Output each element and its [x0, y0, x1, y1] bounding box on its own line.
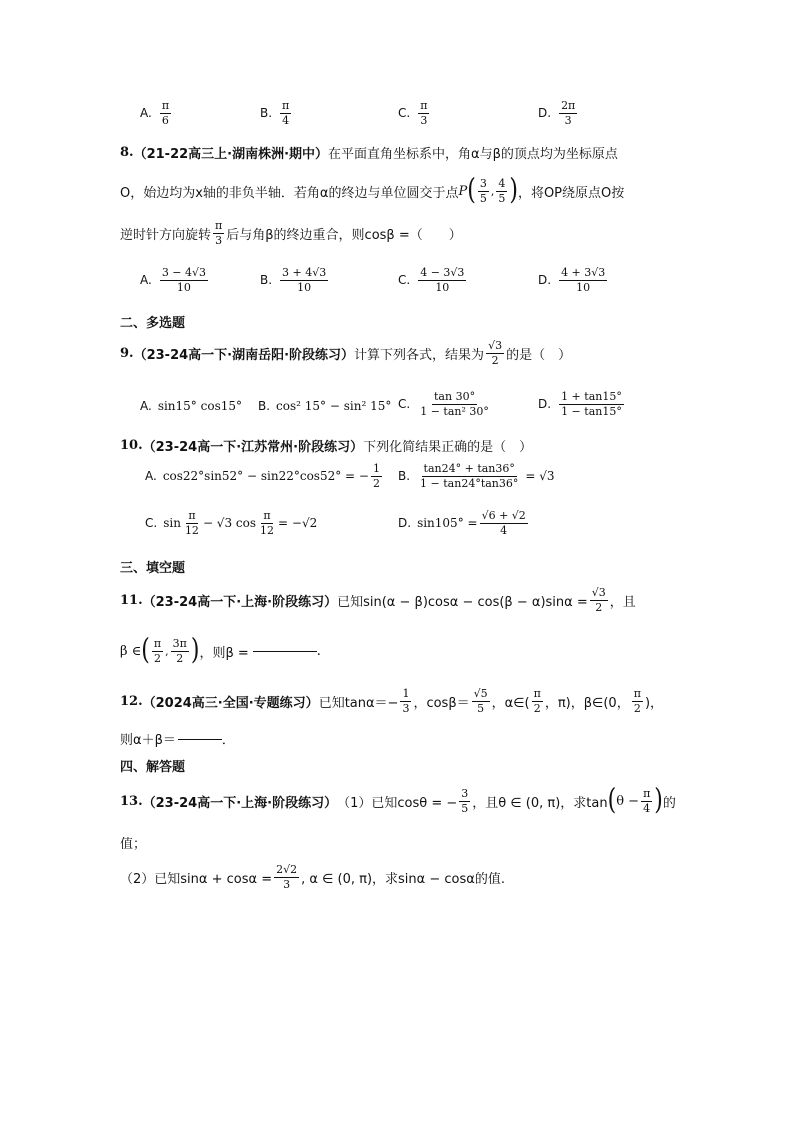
answer-blank[interactable]: [178, 738, 222, 740]
paren-left: (: [141, 634, 150, 667]
question-text: 逆时针方向旋转: [120, 227, 212, 243]
option-label: C.: [398, 273, 411, 288]
option-label: B.: [260, 106, 273, 121]
denominator: 2: [595, 600, 603, 614]
numerator: tan 30°: [434, 390, 476, 403]
denominator: 10: [435, 280, 450, 294]
numerator: π: [420, 99, 428, 112]
denominator: 5: [461, 801, 469, 815]
question-text: ，则β =: [199, 645, 249, 661]
question-number: 13.: [120, 793, 143, 809]
question-number: 8.: [120, 145, 134, 160]
denominator: 2: [372, 476, 380, 490]
question-source: （23-24高一下·江苏常州·阶段练习）: [142, 440, 364, 455]
fraction: [171, 638, 189, 664]
q11-line-2: [120, 634, 684, 667]
question-text: 已知sin(α − β)cosα − cos(β − α)sinα =: [337, 594, 588, 610]
fraction: [532, 688, 543, 714]
fraction: [559, 100, 577, 126]
period: ．: [221, 733, 235, 748]
question-number: 12.: [120, 693, 143, 709]
option-label: A.: [140, 106, 152, 121]
fraction: [418, 463, 520, 489]
point-label: P: [458, 183, 468, 199]
option-label: C.: [398, 106, 411, 121]
q13-line-3: [120, 864, 684, 890]
option-label: D.: [538, 397, 552, 412]
option-expression: cos² 15° − sin² 15°: [276, 399, 392, 413]
numerator: √3: [488, 339, 503, 352]
section-heading-fill-in: 三、填空题: [120, 561, 186, 576]
question-text: 已知tanα＝−: [318, 695, 399, 711]
q10-option-d: [398, 510, 530, 536]
question-text: ，将OP绕原点O按: [517, 185, 625, 201]
fraction: [213, 220, 224, 246]
q10-option-b: [398, 463, 555, 489]
section-heading-solutions: 四、解答题: [120, 760, 186, 775]
q8-line-1: [120, 143, 684, 162]
numerator: π: [153, 637, 162, 650]
numerator: tan24° + tan36°: [423, 462, 515, 475]
question-text: , α ∈ (0, π)，求sinα − cosα的值.: [301, 871, 505, 887]
option-label: C.: [145, 516, 158, 531]
question-text: β ∈: [120, 643, 142, 659]
option-expression: sin105° =: [417, 516, 478, 531]
numerator: 4 − 3√3: [420, 266, 465, 279]
fraction: [280, 267, 328, 293]
fraction: [472, 688, 490, 714]
q9-option-a: [140, 399, 242, 413]
denominator: 4: [282, 113, 290, 127]
numerator: π: [643, 787, 651, 800]
q7-option-a: [140, 100, 173, 126]
q9-option-d: [538, 391, 626, 417]
fraction: [480, 510, 528, 536]
question-source: （2024高三·全国·专题练习）: [142, 695, 319, 711]
question-text: （1）已知cosθ = −: [337, 795, 458, 811]
q7-option-d: [538, 100, 579, 126]
denominator: 5: [479, 191, 487, 205]
denominator: 10: [176, 280, 191, 294]
fraction: [478, 178, 489, 204]
question-source: （23-24高一下·上海·阶段练习）: [142, 795, 338, 811]
numerator: 2π: [561, 99, 576, 112]
numerator: 3 − 4√3: [161, 266, 207, 279]
fraction: [160, 267, 208, 293]
numerator: 4 + 3√3: [561, 266, 606, 279]
question-text: )，: [644, 695, 664, 711]
q13-line-1: [120, 784, 684, 817]
numerator: π: [633, 687, 641, 700]
option-expression: sin: [163, 516, 181, 531]
denominator: 4: [500, 523, 508, 537]
q8-option-d: [538, 267, 609, 293]
fraction: [280, 100, 291, 126]
fraction: [459, 788, 470, 814]
option-label: C.: [398, 397, 411, 412]
q9-line-1: [120, 340, 684, 366]
q9-option-b: [258, 399, 391, 413]
denominator: 6: [161, 113, 169, 127]
denominator: 12: [260, 523, 275, 537]
numerator: π: [263, 509, 271, 522]
denominator: 3: [215, 233, 223, 247]
option-label: D.: [398, 516, 412, 531]
fraction: [418, 267, 466, 293]
question-text: （2）已知sinα + cosα =: [120, 871, 273, 887]
question-number: 9.: [120, 345, 134, 361]
numerator: 2√2: [276, 863, 298, 876]
denominator: 2: [153, 651, 161, 665]
denominator: 3: [420, 113, 428, 127]
comma: ,: [490, 184, 495, 198]
denominator: 5: [498, 191, 506, 205]
denominator: 2: [633, 701, 641, 715]
fraction: [496, 178, 507, 204]
option-expression: cos22°sin52° − sin22°cos52° = −: [162, 469, 369, 484]
question-text: 后与角β的终边重合，则cosβ =（ ）: [226, 227, 462, 243]
question-text: ，π)，β∈(0，: [544, 695, 630, 711]
numerator: 3 + 4√3: [282, 266, 327, 279]
fraction: [160, 100, 171, 126]
numerator: π: [282, 99, 290, 112]
question-text: 在平面直角坐标系中，角α与β的顶点均为坐标原点: [328, 147, 618, 162]
denominator: 10: [297, 280, 312, 294]
question-text: 值；: [120, 837, 147, 852]
question-text: ，且θ ∈ (0, π)，求tan: [472, 795, 608, 811]
q10-line-1: [120, 436, 684, 455]
denominator: 1 − tan² 30°: [420, 404, 489, 418]
fraction: [632, 688, 643, 714]
section-heading-multiple-choice: 二、多选题: [120, 316, 186, 331]
option-expression: = −√2: [278, 516, 318, 531]
option-expression: = √3: [525, 469, 555, 484]
numerator: 1: [402, 687, 410, 700]
q8-line-2: [120, 174, 684, 207]
numerator: 1 + tan15°: [561, 390, 622, 403]
option-expression: − √3 cos: [202, 516, 257, 531]
q7-option-c: [398, 100, 431, 126]
fraction: [274, 864, 299, 890]
fraction: [183, 510, 201, 536]
denominator: 10: [576, 280, 591, 294]
denominator: 1 − tan15°: [561, 404, 622, 418]
question-number: 11.: [120, 592, 143, 608]
option-expression: sin15° cos15°: [157, 399, 242, 413]
option-label: B.: [260, 273, 273, 288]
question-text: θ −: [616, 793, 640, 809]
fraction: [400, 688, 411, 714]
fraction: [559, 391, 624, 417]
answer-blank[interactable]: [253, 650, 317, 652]
numerator: π: [188, 509, 196, 522]
q8-line-3: [120, 220, 684, 246]
denominator: 12: [184, 523, 199, 537]
denominator: 2: [176, 651, 184, 665]
option-label: A.: [145, 469, 157, 484]
denominator: 1 − tan24°tan36°: [420, 476, 519, 490]
numerator: √5: [473, 687, 488, 700]
option-label: D.: [538, 106, 552, 121]
fraction: [152, 638, 163, 664]
denominator: 3: [402, 701, 410, 715]
numerator: √6 + √2: [481, 509, 526, 522]
denominator: 3: [564, 113, 572, 127]
question-text: ，α∈(: [491, 695, 530, 711]
question-number: 10.: [120, 438, 143, 453]
paren-right: ): [190, 634, 200, 667]
option-label: A.: [140, 399, 152, 413]
q12-line-2: [120, 729, 684, 748]
option-label: B.: [398, 469, 411, 484]
q8-option-c: [398, 267, 468, 293]
q13-line-2: [120, 833, 684, 852]
question-text: 的是（ ）: [506, 347, 572, 363]
q12-line-1: [120, 688, 684, 714]
numerator: π: [161, 99, 170, 112]
numerator: π: [215, 219, 223, 232]
option-label: D.: [538, 273, 552, 288]
numerator: 1: [372, 462, 380, 475]
numerator: √3: [591, 586, 606, 599]
fraction: [418, 100, 429, 126]
q9-option-c: [398, 391, 493, 417]
numerator: 3π: [172, 637, 187, 650]
question-text: ，cosβ＝: [413, 695, 470, 711]
q10-option-c: [145, 510, 317, 536]
numerator: 4: [498, 177, 506, 190]
q7-option-b: [260, 100, 293, 126]
question-text: 下列化简结果正确的是（ ）: [363, 440, 533, 455]
question-source: （23-24高一下·湖南岳阳·阶段练习）: [133, 347, 355, 363]
numerator: π: [533, 687, 541, 700]
q8-option-a: [140, 267, 210, 293]
q8-option-b: [260, 267, 330, 293]
denominator: 3: [283, 877, 291, 891]
fraction: [486, 340, 504, 366]
denominator: 2: [533, 701, 541, 715]
question-text: 的: [662, 795, 676, 811]
paren-right: ): [509, 174, 518, 207]
period: .: [316, 643, 321, 659]
fraction: [371, 463, 382, 489]
fraction: [641, 788, 652, 814]
question-text: 则α＋β＝: [120, 733, 176, 748]
option-label: B.: [258, 399, 271, 413]
fraction: [559, 267, 607, 293]
numerator: 3: [479, 177, 487, 190]
denominator: 5: [477, 701, 485, 715]
numerator: 3: [461, 787, 469, 800]
fraction: [418, 391, 491, 417]
question-text: O，始边均为x轴的非负半轴．若角α的终边与单位圆交于点: [120, 185, 459, 201]
denominator: 2: [491, 353, 499, 367]
paren-right: ): [654, 784, 663, 817]
question-text: ，且: [609, 594, 636, 610]
paren-left: (: [467, 174, 476, 207]
q10-option-a: [145, 463, 384, 489]
fraction: [258, 510, 276, 536]
fraction: [590, 587, 608, 613]
question-source: （21-22高三上·湖南株洲·期中）: [133, 147, 329, 162]
q11-line-1: [120, 587, 684, 613]
question-source: （23-24高一下·上海·阶段练习）: [142, 594, 338, 610]
option-label: A.: [140, 273, 152, 288]
denominator: 4: [643, 801, 651, 815]
comma: ,: [165, 644, 169, 658]
question-text: 计算下列各式，结果为: [354, 347, 485, 363]
paren-left: (: [607, 784, 617, 817]
